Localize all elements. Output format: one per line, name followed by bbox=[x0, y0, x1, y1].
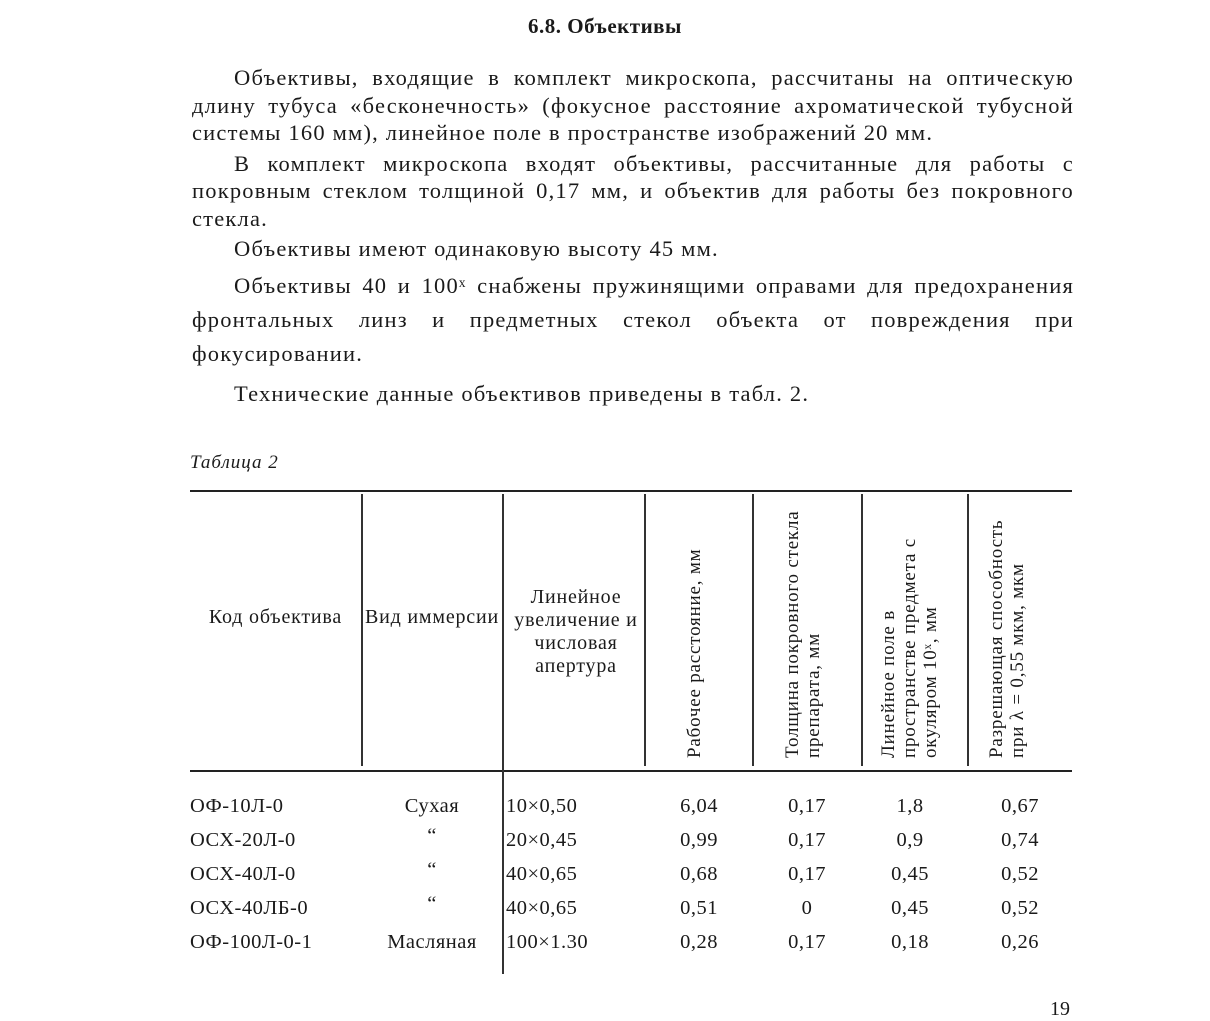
paragraph: Объективы 40 и 100ˣ снабжены пружинящими оправами для предохранения фронтальных линз и предметных стекол объекта от повреждения при фокусировании. bbox=[192, 272, 1074, 366]
paragraph: Технические данные объективов приведены в табл. 2. bbox=[234, 380, 810, 406]
cell-immersion: Сухая bbox=[404, 795, 460, 817]
paragraph: В комплект микроскопа входят объективы, рассчитанные для работы с покровным стеклом толщиной 0,17 мм, и объектив для работы без покровного стекла. bbox=[192, 150, 1074, 231]
cell-code: ОФ-100Л-0-1 bbox=[190, 931, 313, 953]
cell-cover-glass: 0,17 bbox=[788, 863, 826, 885]
header-resolution: Разрешающая способность при λ = 0,55 мкм, мкм bbox=[986, 519, 1028, 758]
page-number: 19 bbox=[1050, 998, 1070, 1020]
cell-resolution: 0,74 bbox=[1001, 829, 1039, 851]
cell-cover-glass: 0,17 bbox=[788, 795, 826, 817]
section-title: 6.8. Объективы bbox=[528, 14, 682, 38]
cell-field: 0,9 bbox=[896, 829, 924, 851]
column-divider bbox=[502, 494, 504, 974]
body-text bbox=[192, 64, 1074, 414]
cell-code: ОСХ-40Л-0 bbox=[190, 863, 296, 885]
column-divider bbox=[644, 494, 646, 766]
cell-code: ОФ-10Л-0 bbox=[190, 795, 284, 817]
cell-immersion: “ bbox=[427, 825, 437, 847]
cell-resolution: 0,52 bbox=[1001, 863, 1039, 885]
cell-field: 0,18 bbox=[891, 931, 929, 953]
cell-field: 0,45 bbox=[891, 897, 929, 919]
header-field-of-view: Линейное поле в пространстве предмета с окуляром 10ˣ, мм bbox=[878, 537, 941, 758]
cell-working-distance: 6,04 bbox=[680, 795, 718, 817]
cell-cover-glass: 0,17 bbox=[788, 931, 826, 953]
cell-immersion: Масляная bbox=[387, 931, 477, 953]
header-magnification: Линейное увеличение и числовая апертура bbox=[514, 586, 638, 677]
header-working-distance: Рабочее расстояние, мм bbox=[684, 548, 705, 758]
table-header-rule bbox=[190, 770, 1072, 772]
cell-resolution: 0,67 bbox=[1001, 795, 1039, 817]
cell-working-distance: 0,28 bbox=[680, 931, 718, 953]
objectives-table bbox=[190, 490, 1072, 975]
cell-magnification: 20×0,45 bbox=[506, 829, 578, 851]
column-divider bbox=[361, 494, 363, 766]
cell-magnification: 10×0,50 bbox=[506, 795, 578, 817]
header-code: Код объектива bbox=[208, 606, 343, 628]
table-top-rule bbox=[190, 490, 1072, 492]
cell-field: 1,8 bbox=[896, 795, 924, 817]
cell-working-distance: 0,99 bbox=[680, 829, 718, 851]
paragraph: Объективы, входящие в комплект микроскопа, рассчитаны на оптическую длину тубуса «бесконечность» (фокусное расстояние ахроматической тубусной системы 160 мм), линейное поле в пространстве изображений 20 мм. bbox=[192, 65, 1074, 145]
cell-magnification: 40×0,65 bbox=[506, 897, 578, 919]
cell-magnification: 100×1.30 bbox=[506, 931, 589, 953]
table-caption: Таблица 2 bbox=[190, 452, 279, 473]
cell-immersion: “ bbox=[427, 859, 437, 881]
cell-working-distance: 0,68 bbox=[680, 863, 718, 885]
cell-resolution: 0,52 bbox=[1001, 897, 1039, 919]
cell-cover-glass: 0,17 bbox=[788, 829, 826, 851]
header-immersion: Вид иммерсии bbox=[365, 606, 499, 628]
cell-working-distance: 0,51 bbox=[680, 897, 718, 919]
cell-resolution: 0,26 bbox=[1001, 931, 1039, 953]
cell-field: 0,45 bbox=[891, 863, 929, 885]
cell-code: ОСХ-20Л-0 bbox=[190, 829, 296, 851]
paragraph: Объективы имеют одинаковую высоту 45 мм. bbox=[234, 236, 719, 261]
cell-magnification: 40×0,65 bbox=[506, 863, 578, 885]
cell-code: ОСХ-40ЛБ-0 bbox=[190, 897, 309, 919]
cell-cover-glass: 0 bbox=[801, 897, 813, 919]
header-cover-glass: Толщина покровного стекла препарата, мм bbox=[782, 510, 824, 758]
cell-immersion: “ bbox=[427, 893, 437, 915]
